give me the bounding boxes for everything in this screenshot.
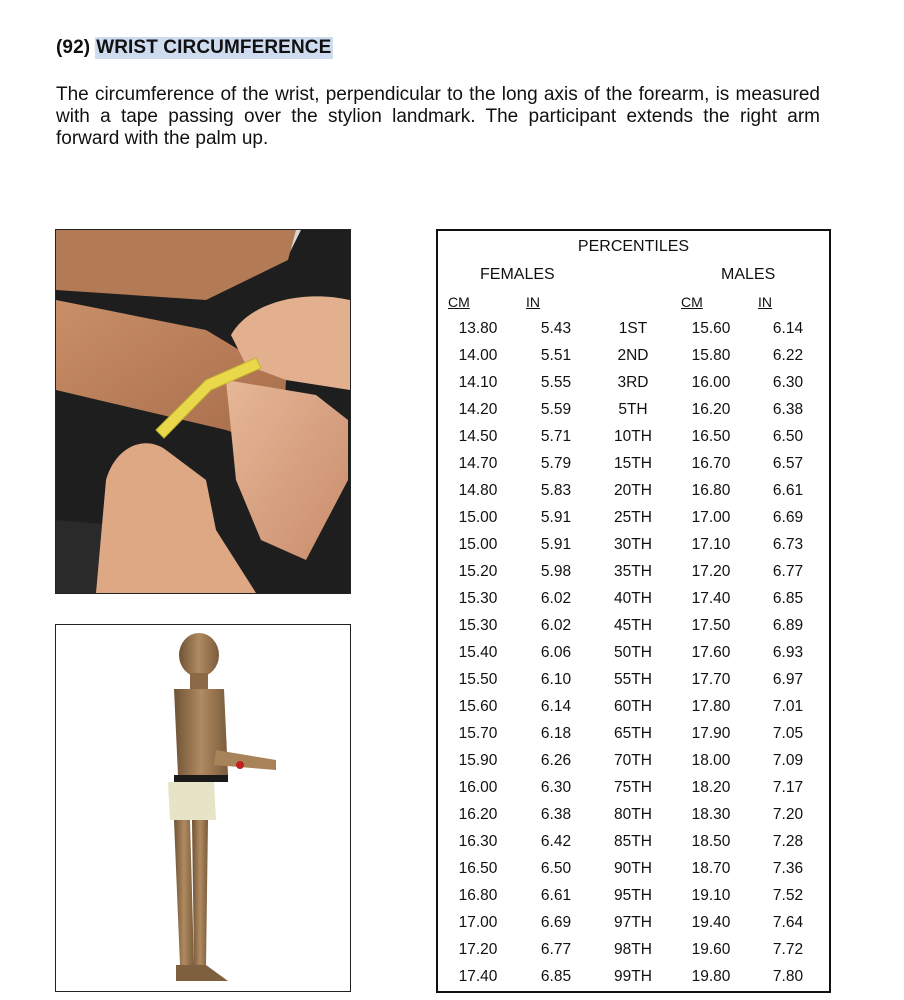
female-cm-cell: 16.20 (458, 806, 498, 823)
female-cm-cell: 15.30 (458, 590, 498, 607)
female-cm-cell: 16.30 (458, 833, 498, 850)
males-header: MALES (721, 266, 776, 283)
male-in-cell: 6.97 (772, 671, 804, 688)
male-cm-cell: 17.00 (691, 509, 731, 526)
percentile-cell: 5TH (618, 401, 648, 418)
female-cm-cell: 15.90 (458, 752, 498, 769)
percentile-cell: 99TH (614, 968, 652, 985)
males-in-header: IN (758, 294, 772, 310)
table-row (438, 504, 829, 531)
table-title: PERCENTILES (577, 238, 690, 255)
male-cm-cell: 16.80 (691, 482, 731, 499)
table-row (438, 936, 829, 963)
female-cm-cell: 16.80 (458, 887, 498, 904)
female-cm-cell: 17.40 (458, 968, 498, 985)
female-cm-cell: 15.00 (458, 509, 498, 526)
table-row (438, 450, 829, 477)
table-row (438, 963, 829, 990)
female-cm-cell: 13.80 (458, 320, 498, 337)
female-cm-cell: 15.60 (458, 698, 498, 715)
table-row (438, 693, 829, 720)
male-in-cell: 7.52 (772, 887, 804, 904)
percentile-cell: 3RD (617, 374, 649, 391)
male-cm-cell: 16.00 (691, 374, 731, 391)
standing-figure-illustration (56, 625, 350, 991)
female-cm-cell: 17.00 (458, 914, 498, 931)
male-in-cell: 7.05 (772, 725, 804, 742)
female-cm-cell: 14.10 (458, 374, 498, 391)
percentile-cell: 1ST (618, 320, 648, 337)
table-row (438, 882, 829, 909)
females-cm-header: CM (448, 294, 470, 310)
male-in-cell: 6.30 (772, 374, 804, 391)
male-cm-cell: 17.70 (691, 671, 731, 688)
percentile-cell: 35TH (614, 563, 652, 580)
male-in-cell: 7.28 (772, 833, 804, 850)
table-row (438, 585, 829, 612)
female-in-cell: 6.02 (540, 590, 572, 607)
female-cm-cell: 15.70 (458, 725, 498, 742)
percentile-cell: 20TH (614, 482, 652, 499)
measurement-name: WRIST CIRCUMFERENCE (96, 37, 332, 58)
female-in-cell: 5.79 (540, 455, 572, 472)
male-cm-cell: 18.50 (691, 833, 731, 850)
female-in-cell: 6.42 (540, 833, 572, 850)
female-in-cell: 6.06 (540, 644, 572, 661)
percentile-cell: 75TH (614, 779, 652, 796)
percentile-cell: 98TH (614, 941, 652, 958)
female-cm-cell: 17.20 (458, 941, 498, 958)
table-row (438, 747, 829, 774)
male-cm-cell: 18.70 (691, 860, 731, 877)
male-in-cell: 6.73 (772, 536, 804, 553)
table-row (438, 801, 829, 828)
males-cm-header: CM (681, 294, 703, 310)
percentile-cell: 55TH (614, 671, 652, 688)
female-in-cell: 6.77 (540, 941, 572, 958)
female-in-cell: 5.91 (540, 509, 572, 526)
male-cm-cell: 17.40 (691, 590, 731, 607)
figure-illustration-box (55, 624, 351, 992)
percentile-cell: 80TH (614, 806, 652, 823)
table-row (438, 558, 829, 585)
female-in-cell: 5.55 (540, 374, 572, 391)
table-row (438, 477, 829, 504)
percentile-cell: 10TH (614, 428, 652, 445)
table-row (438, 720, 829, 747)
female-cm-cell: 14.80 (458, 482, 498, 499)
percentile-cell: 40TH (614, 590, 652, 607)
male-cm-cell: 19.40 (691, 914, 731, 931)
male-cm-cell: 17.50 (691, 617, 731, 634)
table-body (438, 315, 829, 990)
female-in-cell: 6.38 (540, 806, 572, 823)
percentile-cell: 97TH (614, 914, 652, 931)
measurement-number: (92) (56, 37, 91, 58)
measurement-description: The circumference of the wrist, perpendicular to the long axis of the forearm, is measured with a tape passing over the stylion landmark. The participant extends the right arm forward with the palm up. (56, 84, 820, 149)
male-in-cell: 6.50 (772, 428, 804, 445)
male-cm-cell: 16.70 (691, 455, 731, 472)
male-in-cell: 7.20 (772, 806, 804, 823)
male-cm-cell: 16.50 (691, 428, 731, 445)
male-in-cell: 7.01 (772, 698, 804, 715)
female-in-cell: 5.43 (540, 320, 572, 337)
male-cm-cell: 17.10 (691, 536, 731, 553)
female-cm-cell: 16.00 (458, 779, 498, 796)
table-row (438, 774, 829, 801)
male-cm-cell: 16.20 (691, 401, 731, 418)
male-cm-cell: 18.30 (691, 806, 731, 823)
females-in-header: IN (526, 294, 540, 310)
male-in-cell: 7.72 (772, 941, 804, 958)
wrist-measurement-photo (55, 229, 351, 594)
female-cm-cell: 14.70 (458, 455, 498, 472)
percentile-table (436, 229, 831, 993)
female-cm-cell: 15.40 (458, 644, 498, 661)
table-row (438, 666, 829, 693)
percentile-cell: 90TH (614, 860, 652, 877)
female-cm-cell: 14.20 (458, 401, 498, 418)
male-cm-cell: 19.60 (691, 941, 731, 958)
male-in-cell: 6.85 (772, 590, 804, 607)
percentile-cell: 65TH (614, 725, 652, 742)
percentile-cell: 50TH (614, 644, 652, 661)
male-cm-cell: 17.90 (691, 725, 731, 742)
table-row (438, 396, 829, 423)
male-in-cell: 6.22 (772, 347, 804, 364)
female-in-cell: 6.61 (540, 887, 572, 904)
table-row (438, 639, 829, 666)
female-in-cell: 6.50 (540, 860, 572, 877)
percentile-cell: 25TH (614, 509, 652, 526)
female-in-cell: 5.83 (540, 482, 572, 499)
male-cm-cell: 17.60 (691, 644, 731, 661)
male-in-cell: 6.93 (772, 644, 804, 661)
male-in-cell: 7.36 (772, 860, 804, 877)
female-cm-cell: 15.50 (458, 671, 498, 688)
females-header: FEMALES (480, 266, 555, 283)
female-in-cell: 5.71 (540, 428, 572, 445)
male-cm-cell: 18.00 (691, 752, 731, 769)
male-cm-cell: 18.20 (691, 779, 731, 796)
table-row (438, 423, 829, 450)
table-row (438, 612, 829, 639)
female-in-cell: 6.18 (540, 725, 572, 742)
female-in-cell: 5.59 (540, 401, 572, 418)
table-row (438, 315, 829, 342)
male-in-cell: 6.69 (772, 509, 804, 526)
female-in-cell: 5.91 (540, 536, 572, 553)
female-in-cell: 6.69 (540, 914, 572, 931)
page-title (56, 37, 333, 59)
table-row (438, 531, 829, 558)
male-in-cell: 6.57 (772, 455, 804, 472)
male-in-cell: 6.61 (772, 482, 804, 499)
female-in-cell: 6.85 (540, 968, 572, 985)
table-row (438, 909, 829, 936)
photo-illustration (56, 230, 350, 593)
male-cm-cell: 19.80 (691, 968, 731, 985)
male-in-cell: 7.80 (772, 968, 804, 985)
table-row (438, 855, 829, 882)
female-cm-cell: 15.00 (458, 536, 498, 553)
male-in-cell: 7.64 (772, 914, 804, 931)
male-in-cell: 6.38 (772, 401, 804, 418)
table-row (438, 342, 829, 369)
male-in-cell: 7.09 (772, 752, 804, 769)
female-cm-cell: 15.20 (458, 563, 498, 580)
female-in-cell: 5.98 (540, 563, 572, 580)
male-cm-cell: 19.10 (691, 887, 731, 904)
female-cm-cell: 16.50 (458, 860, 498, 877)
percentile-cell: 60TH (614, 698, 652, 715)
percentile-cell: 85TH (614, 833, 652, 850)
male-in-cell: 6.77 (772, 563, 804, 580)
female-in-cell: 6.14 (540, 698, 572, 715)
female-cm-cell: 14.00 (458, 347, 498, 364)
male-cm-cell: 15.80 (691, 347, 731, 364)
female-in-cell: 6.02 (540, 617, 572, 634)
male-in-cell: 6.89 (772, 617, 804, 634)
table-row (438, 828, 829, 855)
female-in-cell: 5.51 (540, 347, 572, 364)
percentile-cell: 30TH (614, 536, 652, 553)
female-cm-cell: 14.50 (458, 428, 498, 445)
percentile-cell: 2ND (617, 347, 649, 364)
male-cm-cell: 15.60 (691, 320, 731, 337)
male-cm-cell: 17.20 (691, 563, 731, 580)
female-in-cell: 6.10 (540, 671, 572, 688)
male-in-cell: 6.14 (772, 320, 804, 337)
female-cm-cell: 15.30 (458, 617, 498, 634)
percentile-cell: 45TH (614, 617, 652, 634)
female-in-cell: 6.30 (540, 779, 572, 796)
male-in-cell: 7.17 (772, 779, 804, 796)
percentile-cell: 15TH (614, 455, 652, 472)
table-row (438, 369, 829, 396)
percentile-cell: 70TH (614, 752, 652, 769)
male-cm-cell: 17.80 (691, 698, 731, 715)
percentile-cell: 95TH (614, 887, 652, 904)
female-in-cell: 6.26 (540, 752, 572, 769)
